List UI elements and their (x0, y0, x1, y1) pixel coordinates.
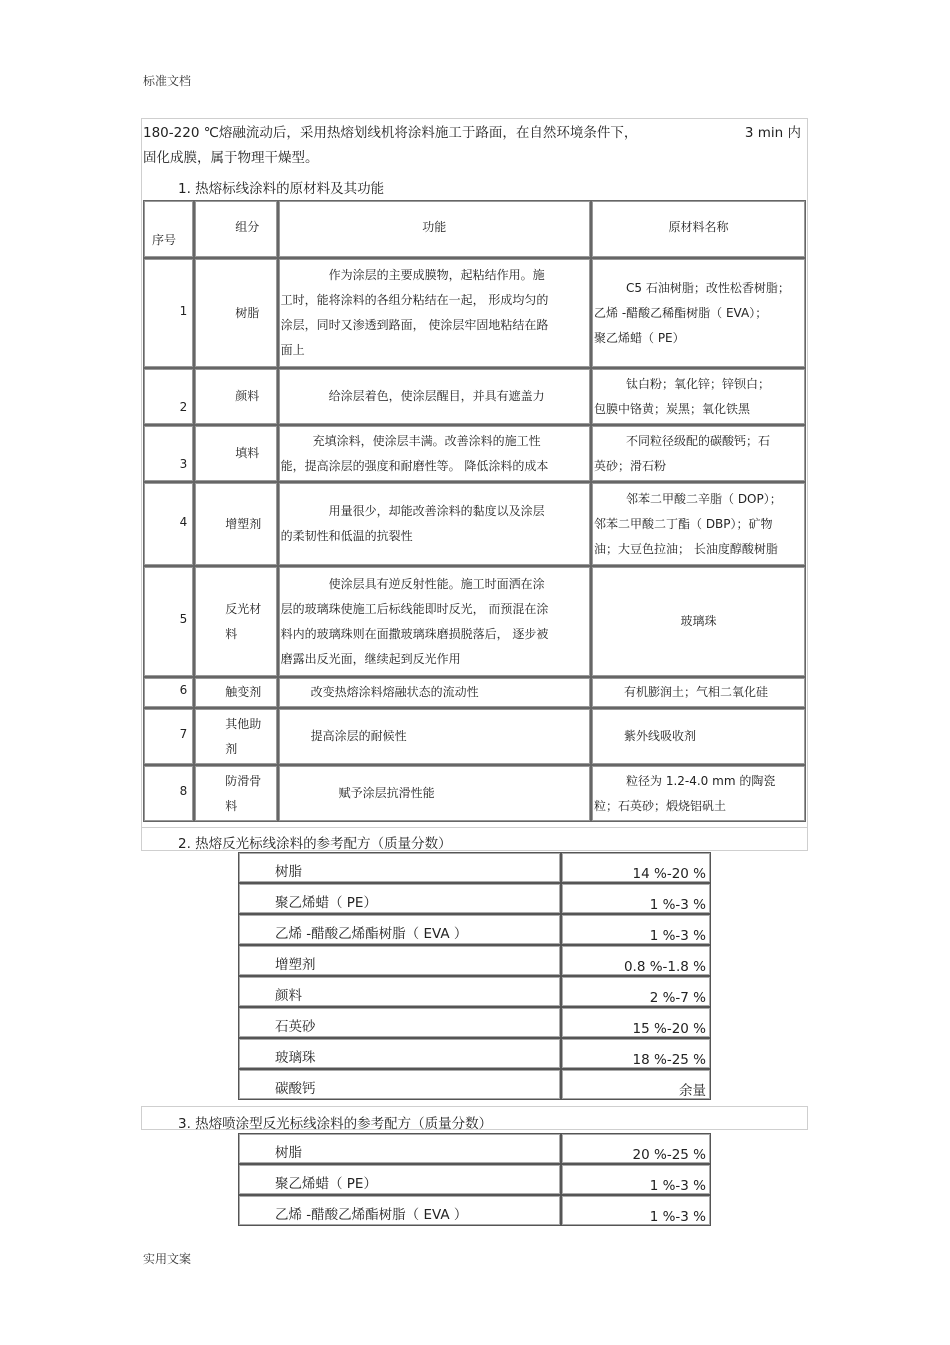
component-row (143, 765, 806, 822)
function-line: 能，提高涂层的强度和耐磨性等。 降低涂料的成本 (280, 458, 549, 473)
function-line: 的柔韧性和低温的抗裂性 (280, 529, 413, 543)
ingredient-name: 乙烯 -醋酸乙烯酯树脂（ EVA ） (238, 1195, 561, 1226)
ingredient-name: 玻璃珠 (238, 1038, 561, 1069)
intro-paragraph (143, 121, 803, 171)
row-number: 4 (143, 482, 194, 566)
materials-line: 英砂；滑石粉 (594, 458, 667, 473)
function-cell (278, 677, 591, 708)
function-cell (278, 566, 591, 677)
row-number: 8 (143, 765, 194, 822)
ingredient-value: 1 %-3 % (561, 883, 711, 914)
formula-2-table (238, 852, 711, 1100)
function-line: 涂层，同时又渗透到路面， 使涂层牢固地粘结在路 (280, 318, 549, 332)
materials-line: 聚乙烯蜡（ PE） (594, 330, 685, 345)
ingredient-name: 碳酸钙 (238, 1069, 561, 1100)
component-name (194, 708, 277, 765)
function-cell (278, 425, 591, 482)
components-header-row (143, 200, 806, 258)
ingredient-value: 14 %-20 % (561, 852, 711, 883)
component-name-line: 剂 (225, 741, 238, 756)
materials-line: 粒径为 1.2-4.0 mm 的陶瓷 (626, 773, 776, 788)
function-line: 磨露出反光面，继续起到反光作用 (280, 651, 461, 666)
component-name (194, 566, 277, 677)
page-header: 标准文档 (143, 74, 192, 88)
function-line: 使涂层具有逆反射性能。施工时面洒在涂 (328, 576, 545, 591)
component-name-line: 料 (225, 798, 238, 813)
row-number: 1 (143, 258, 194, 368)
component-name-line: 防滑骨 (225, 773, 262, 788)
function-line: 用量很少，却能改善涂料的黏度以及涂层 (328, 504, 545, 518)
ingredient-name: 树脂 (238, 1133, 561, 1164)
formula-row (238, 1133, 711, 1164)
materials-line: 油；大豆色拉油； 长油度醇酸树脂 (594, 541, 778, 556)
ingredient-value: 1 %-3 % (561, 914, 711, 945)
materials-line: 邻苯二甲酸二辛脂（ DOP）； (626, 491, 782, 506)
ingredient-name: 增塑剂 (238, 945, 561, 976)
formula-row (238, 1007, 711, 1038)
intro-line-1-tail: 3 min 内 (744, 125, 801, 141)
components-table (143, 200, 806, 822)
formula-row (238, 1069, 711, 1100)
formula-row (238, 1195, 711, 1226)
row-number: 5 (143, 566, 194, 677)
ingredient-name: 聚乙烯蜡（ PE） (238, 883, 561, 914)
materials-cell (591, 677, 806, 708)
function-line: 作为涂层的主要成膜物，起粘结作用。施 (328, 268, 545, 282)
intro-line-2: 固化成膜，属于物理干燥型。 (143, 150, 319, 166)
header-no: 序号 (143, 200, 194, 258)
intro-line-1: 180-220 ℃熔融流动后，采用热熔划线机将涂料施工于路面，在自然环境条件下， (143, 125, 638, 141)
section-1-title: 1. 热熔标线涂料的原材料及其功能 (178, 181, 385, 197)
ingredient-name: 树脂 (238, 852, 561, 883)
function-cell (278, 258, 591, 368)
component-name: 填料 (194, 425, 277, 482)
materials-line: C5 石油树脂；改性松香树脂； (626, 280, 790, 295)
component-name-line: 其他助 (225, 716, 262, 731)
component-row (143, 425, 806, 482)
component-name: 触变剂 (194, 677, 277, 708)
materials-cell (591, 708, 806, 765)
materials-line: 乙烯 -醋酸乙稀酯树脂（ EVA）； (594, 305, 768, 320)
component-name: 颜料 (194, 368, 277, 425)
header-component: 组分 (194, 200, 277, 258)
materials-line: 有机膨润土；气相二氧化硅 (624, 685, 769, 699)
materials-cell (591, 765, 806, 822)
materials-cell (591, 566, 806, 677)
materials-line: 玻璃珠 (680, 614, 717, 628)
ingredient-value: 15 %-20 % (561, 1007, 711, 1038)
materials-line: 邻苯二甲酸二丁酯（ DBP）；矿物 (594, 516, 773, 531)
materials-cell (591, 482, 806, 566)
ingredient-name: 乙烯 -醋酸乙烯酯树脂（ EVA ） (238, 914, 561, 945)
ingredient-value: 20 %-25 % (561, 1133, 711, 1164)
component-name: 树脂 (194, 258, 277, 368)
component-name (194, 765, 277, 822)
section-2-title: 2. 热熔反光标线涂料的参考配方（质量分数） (178, 836, 452, 852)
materials-line: 钛白粉；氧化锌；锌钡白； (626, 376, 771, 391)
ingredient-value: 2 %-7 % (561, 976, 711, 1007)
component-row (143, 708, 806, 765)
component-name: 增塑剂 (194, 482, 277, 566)
row-number: 2 (143, 368, 194, 425)
materials-line: 不同粒径级配的碳酸钙；石 (626, 433, 771, 448)
component-row (143, 482, 806, 566)
formula-row (238, 1038, 711, 1069)
function-cell (278, 482, 591, 566)
function-line: 料内的玻璃珠则在面撒玻璃珠磨损脱落后， 逐步被 (280, 626, 549, 641)
materials-cell (591, 368, 806, 425)
function-line: 给涂层着色，使涂层醒目，并具有遮盖力 (328, 389, 545, 403)
component-row (143, 258, 806, 368)
row-number: 3 (143, 425, 194, 482)
formula-row (238, 945, 711, 976)
ingredient-value: 18 %-25 % (561, 1038, 711, 1069)
function-line: 赋予涂层抗滑性能 (338, 786, 435, 800)
materials-line: 紫外线吸收剂 (624, 729, 697, 743)
section-3-title: 3. 热熔喷涂型反光标线涂料的参考配方（质量分数） (178, 1116, 493, 1132)
header-materials: 原材料名称 (591, 200, 806, 258)
function-cell (278, 368, 591, 425)
ingredient-value: 1 %-3 % (561, 1195, 711, 1226)
function-cell (278, 765, 591, 822)
component-row (143, 677, 806, 708)
row-number: 6 (143, 677, 194, 708)
component-row (143, 368, 806, 425)
component-name-line: 料 (225, 626, 238, 641)
ingredient-name: 聚乙烯蜡（ PE） (238, 1164, 561, 1195)
materials-line: 粒；石英砂；煅烧铝矾土 (594, 798, 727, 813)
function-line: 充填涂料，使涂层丰满。改善涂料的施工性 (312, 433, 541, 448)
function-cell (278, 708, 591, 765)
formula-row (238, 883, 711, 914)
materials-cell (591, 425, 806, 482)
formula-row (238, 976, 711, 1007)
function-line: 提高涂层的耐候性 (310, 729, 407, 743)
function-line: 改变热熔涂料熔融状态的流动性 (310, 685, 479, 699)
formula-row (238, 1164, 711, 1195)
function-line: 层的玻璃珠使施工后标线能即时反光， 而预混在涂 (280, 601, 549, 616)
formula-3-table (238, 1133, 711, 1226)
ingredient-value: 0.8 %-1.8 % (561, 945, 711, 976)
page-footer: 实用文案 (143, 1252, 192, 1266)
function-line: 工时，能将涂料的各组分粘结在一起， 形成均匀的 (280, 293, 549, 307)
materials-line: 包膜中铬黄；炭黑；氧化铁黑 (594, 401, 751, 416)
component-row (143, 566, 806, 677)
formula-row (238, 852, 711, 883)
ingredient-name: 颜料 (238, 976, 561, 1007)
materials-cell (591, 258, 806, 368)
ingredient-value: 余量 (561, 1069, 711, 1100)
ingredient-name: 石英砂 (238, 1007, 561, 1038)
header-function: 功能 (278, 200, 591, 258)
component-name-line: 反光材 (225, 601, 262, 616)
ingredient-value: 1 %-3 % (561, 1164, 711, 1195)
formula-row (238, 914, 711, 945)
function-line: 面上 (280, 343, 305, 357)
row-number: 7 (143, 708, 194, 765)
